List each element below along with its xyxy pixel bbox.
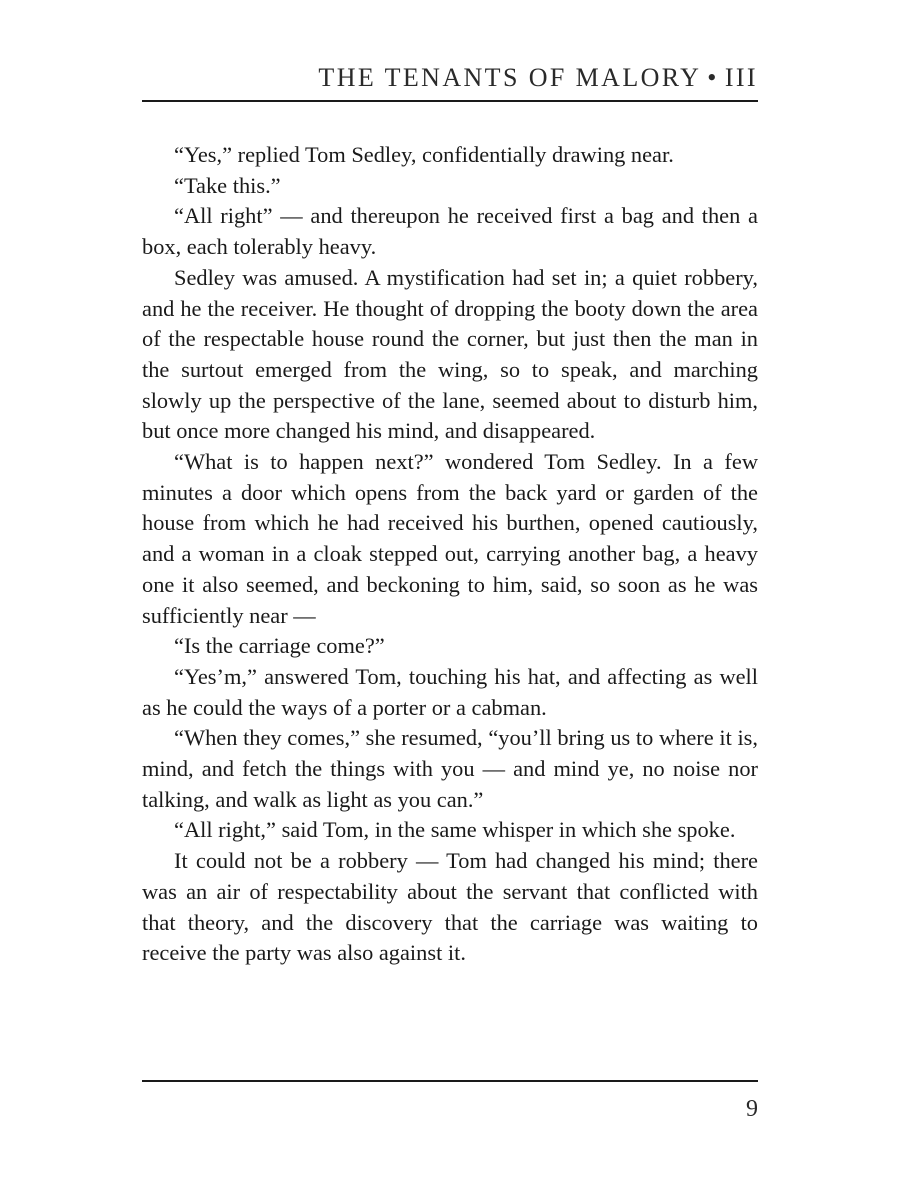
paragraph: Sedley was amused. A mystification had set in; a quiet robbery, and he the receiver. He thought of dropping the booty down the area of the respectable house round the corner, but just then the man in the surtout emerged from the wing, so to speak, and marching slowly up the perspective of the lane, seemed about to disturb him, but once more changed his mind, and disappeared. <box>142 264 758 444</box>
paragraph: “Is the carriage come?” <box>174 633 385 659</box>
paragraph: It could not be a robbery — Tom had changed his mind; there was an air of respectability about the servant that conflicted with that theory, and the discovery that the carriage was waiting to receive the party was also against it. <box>142 848 758 966</box>
page-number: 9 <box>746 1096 758 1122</box>
header-rule <box>142 100 758 102</box>
running-head <box>142 62 758 94</box>
paragraph: “When they comes,” she resumed, “you’ll bring us to where it is, mind, and fetch the things with you — and mind ye, no noise nor talking, and walk as light as you can.” <box>142 725 758 812</box>
paragraph: “All right,” said Tom, in the same whisper in which she spoke. <box>174 817 736 843</box>
paragraph: “Take this.” <box>174 172 281 198</box>
paragraph: “Yes’m,” answered Tom, touching his hat, and affecting as well as he could the ways of a porter or a cabman. <box>142 663 758 720</box>
paragraph: “Yes,” replied Tom Sedley, confidentially drawing near. <box>174 142 674 167</box>
running-head-title: THE TENANTS OF MALORY <box>318 63 702 92</box>
paragraph: “What is to happen next?” wondered Tom Sedley. In a few minutes a door which opens from the back yard or garden of the house from which he had received his burthen, opened cautiously, and a woman in a cloak stepped out, carrying another bag, a heavy one it also seemed, and beckoning to him, said, so soon as he was sufficiently near — <box>142 449 758 628</box>
paragraph: “All right” — and thereupon he received first a bag and then a box, each tolerably heavy. <box>142 203 758 260</box>
running-head-separator: • <box>707 63 719 92</box>
chapter-number: III <box>724 63 758 92</box>
footer-rule <box>142 1080 758 1082</box>
body-text <box>142 140 758 969</box>
